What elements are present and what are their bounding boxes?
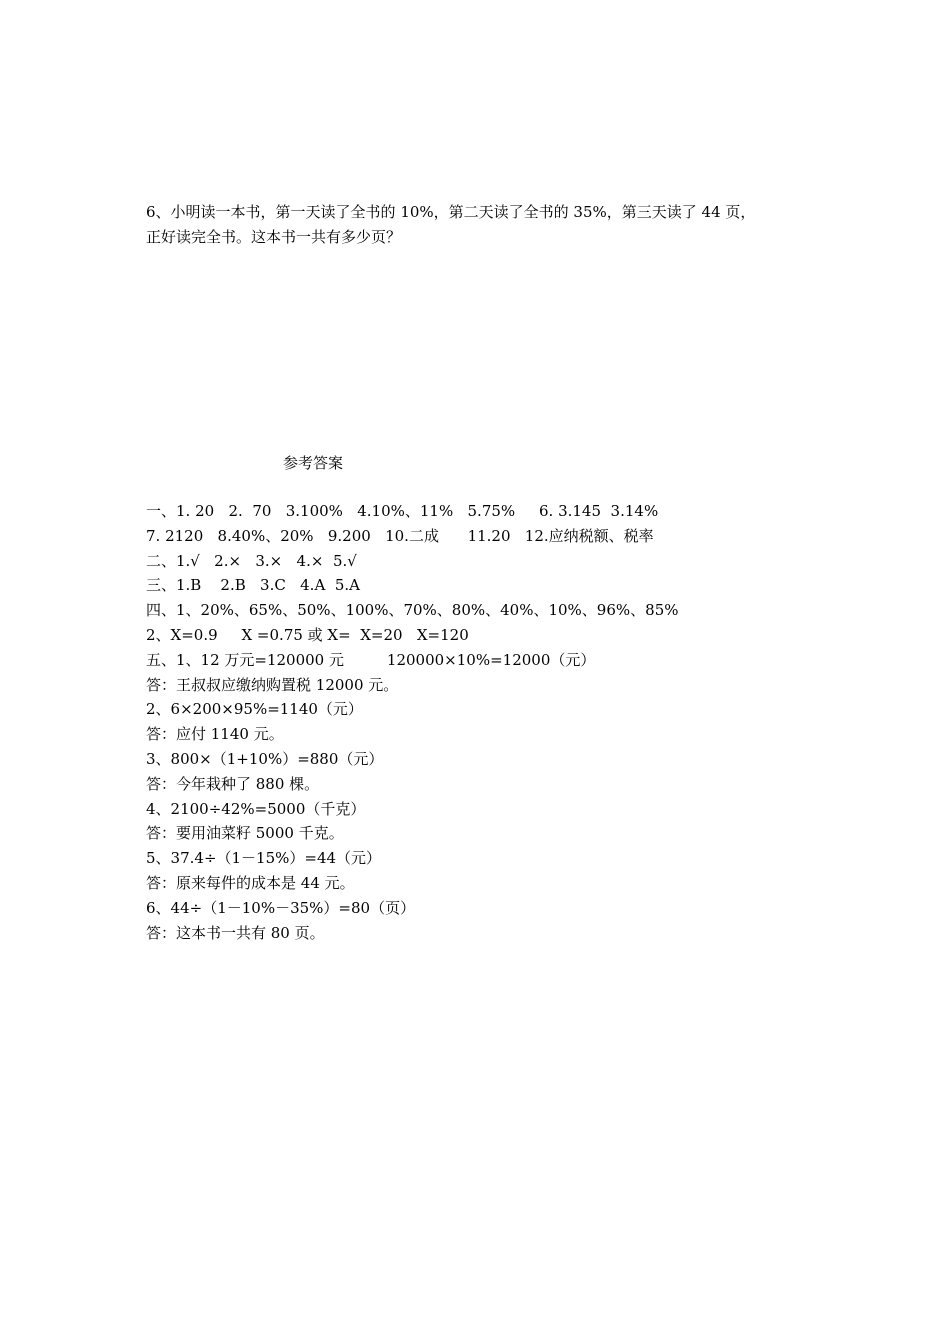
answer-line: 三、1.B 2.B 3.C 4.A 5.A [146,576,360,595]
answer-section-title: 参考答案 [283,454,344,472]
answer-line: 答：这本书一共有 80 页。 [146,923,325,942]
answer-line: 一、1. 20 2. 70 3.100% 4.10%、11% 5.75% 6. 3.145 3.14% [146,502,659,520]
question-6-line-1: 6、小明读一本书，第一天读了全书的 10%，第二天读了全书的 35%，第三天读了 44 页， [146,203,756,221]
answer-line: 四、1、20%、65%、50%、100%、70%、80%、40%、10%、96%、85% [146,601,679,620]
answer-line: 3、800×（1+10%）=880（元） [146,749,384,768]
answer-line: 2、6×200×95%=1140（元） [146,700,363,719]
answer-line: 答：王叔叔应缴纳购置税 12000 元。 [146,675,399,694]
question-6 [146,200,826,250]
answer-line: 五、1、12 万元=120000 元 120000×10%=12000（元） [146,650,596,669]
answer-line: 5、37.4÷（1－15%）=44（元） [146,849,382,868]
answer-line: 6、44÷（1－10%－35%）=80（页） [146,898,416,917]
question-6-line-2: 正好读完全书。这本书一共有多少页？ [146,228,402,246]
answer-line: 答：应付 1140 元。 [146,725,284,744]
answer-line: 4、2100÷42%=5000（千克） [146,799,366,818]
answer-line: 答：今年栽种了 880 棵。 [146,774,320,793]
answer-line: 2、X=0.9 X =0.75 或 X= X=20 X=120 [146,625,469,644]
answer-list [146,499,826,945]
answer-line: 答：要用油菜籽 5000 千克。 [146,824,344,843]
answer-line: 7. 2120 8.40%、20% 9.200 10.二成 11.20 12.应纳税额、税率 [146,526,654,545]
answer-line: 二、1.√ 2.× 3.× 4.× 5.√ [146,551,357,570]
answer-line: 答：原来每件的成本是 44 元。 [146,873,355,892]
